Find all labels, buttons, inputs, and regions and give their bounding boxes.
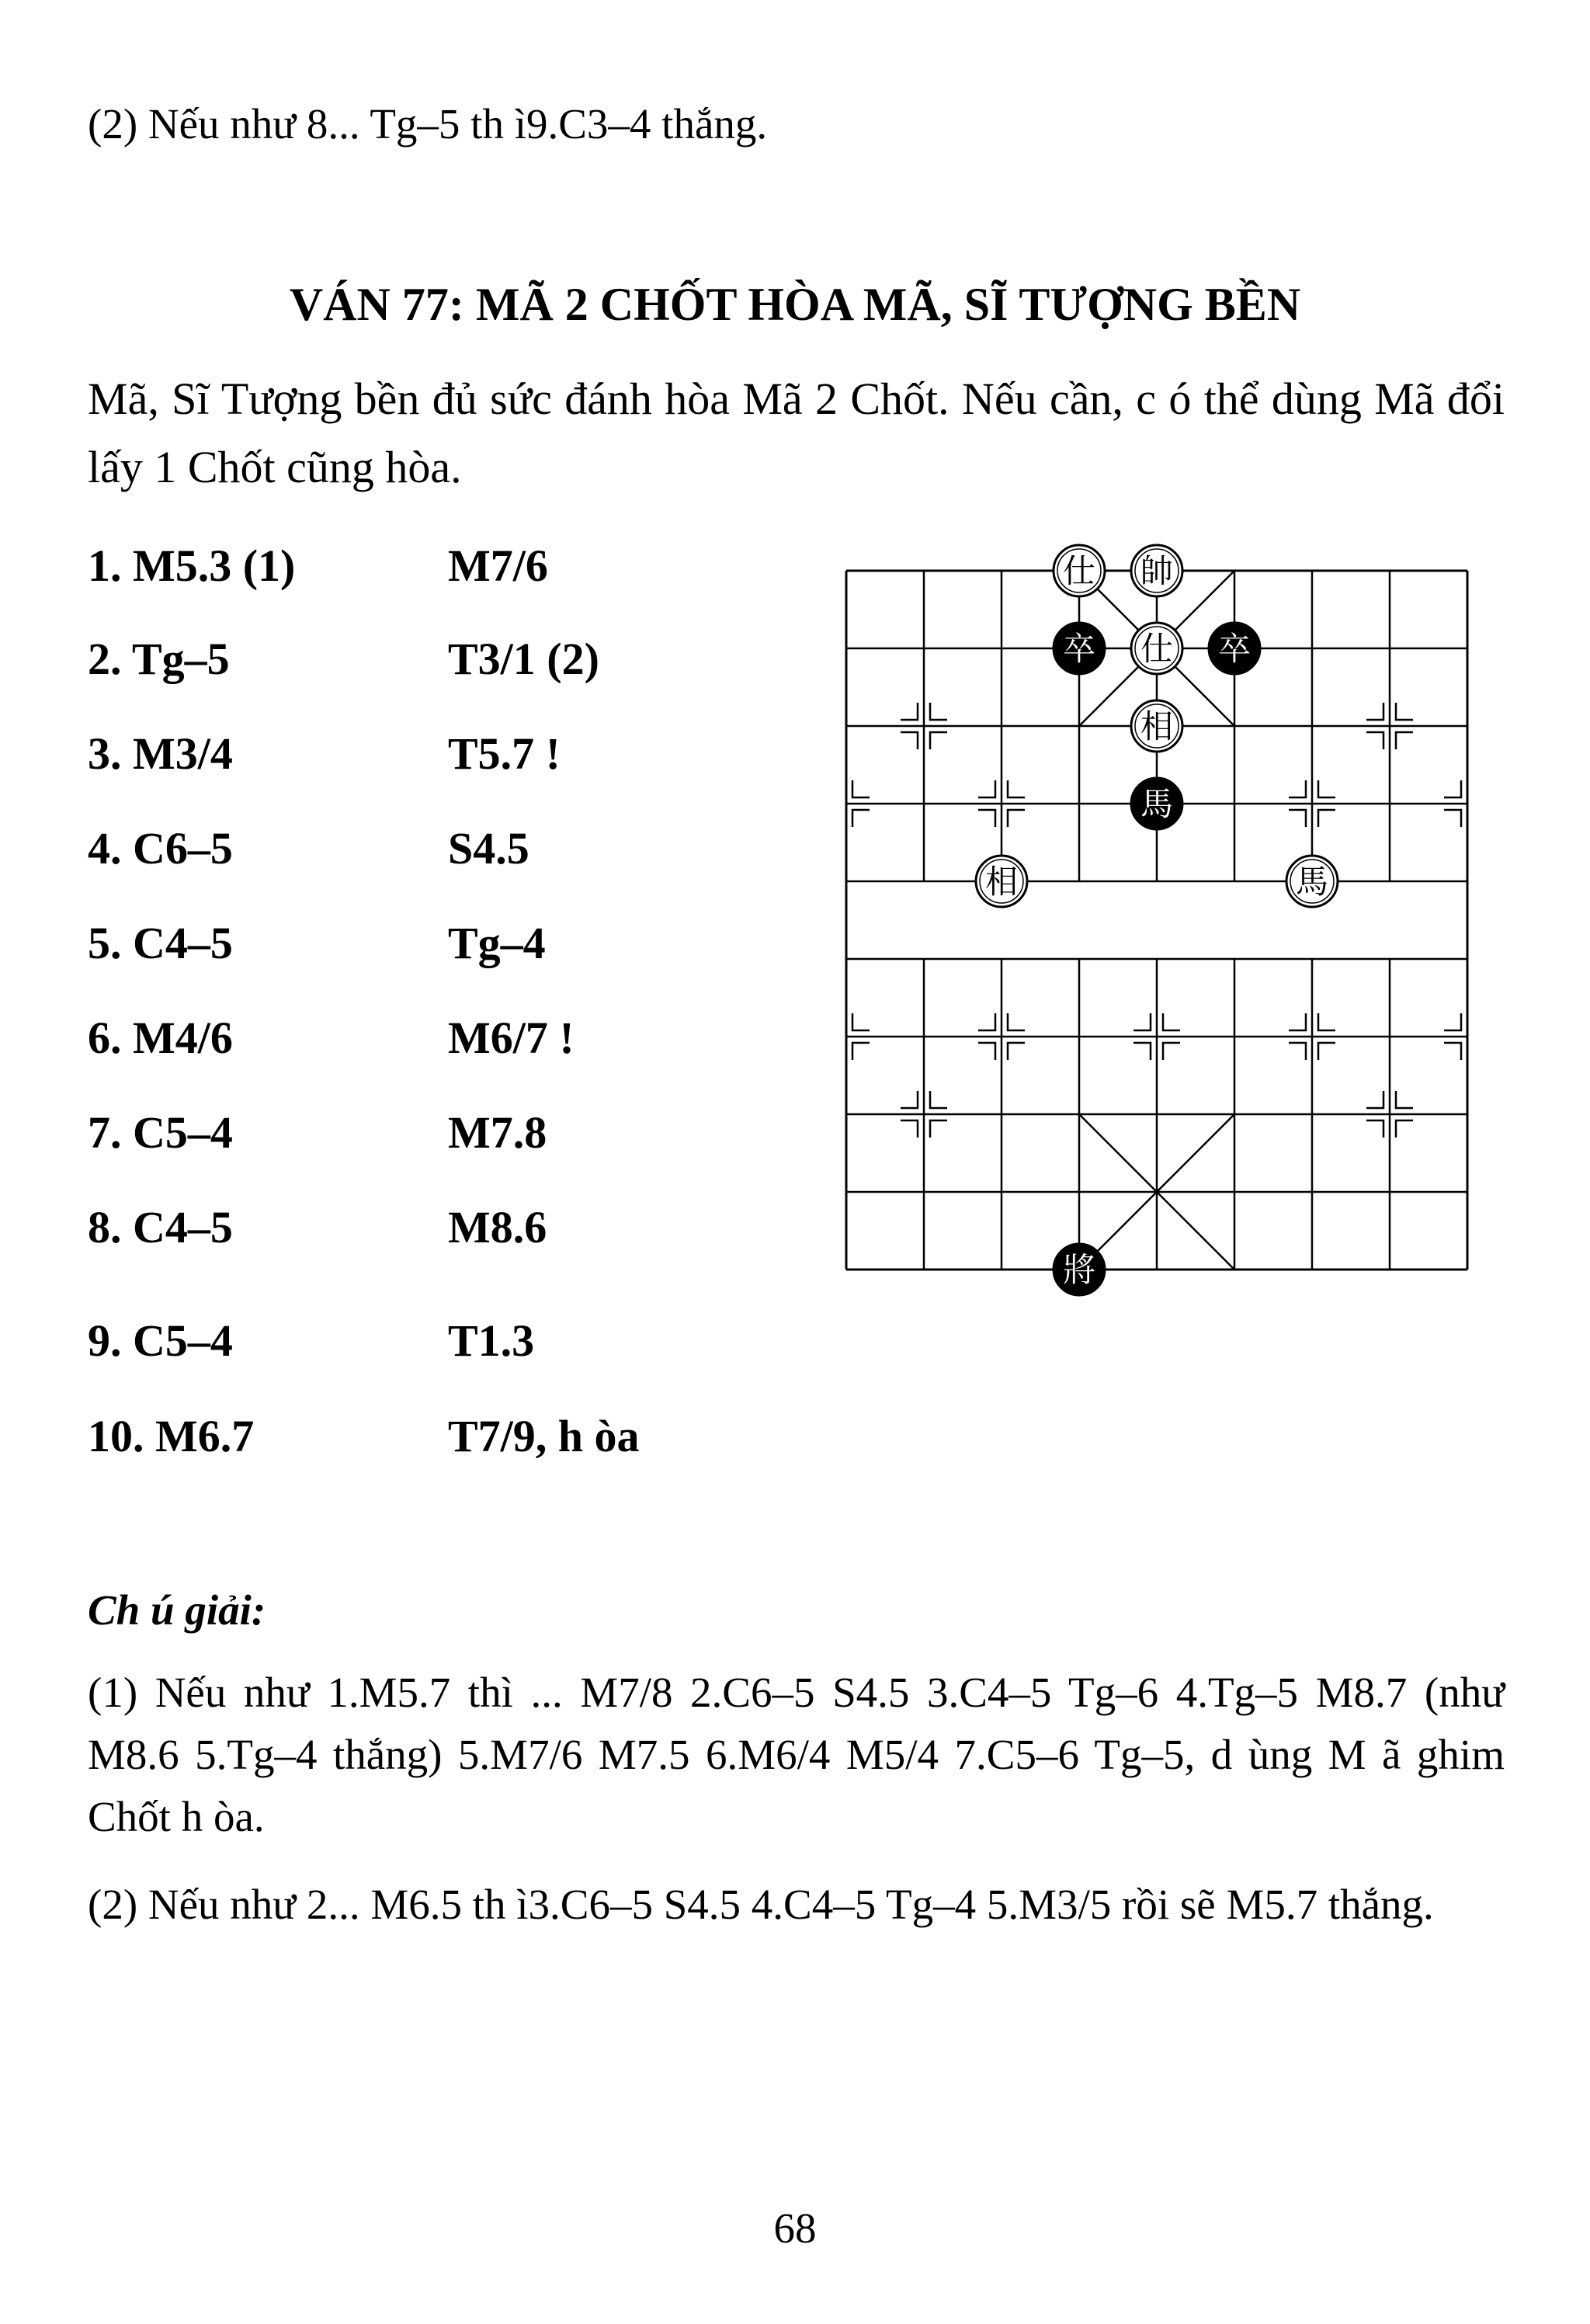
annotation-note: (2) Nếu như 2... M6.5 th ì3.C6–5 S4.5 4.C4–5 Tg–4 5.M3/5 rồi sẽ M5.7 thắng.: [88, 1881, 1434, 1928]
move-number: 8. C4–5: [88, 1202, 233, 1252]
position-marker: [1396, 1091, 1413, 1108]
piece-label: 帥: [1140, 552, 1174, 590]
black-piece: [1054, 1244, 1105, 1295]
move-number: 2. Tg–5: [88, 634, 230, 684]
move-number: 3. M3/4: [88, 728, 233, 779]
annotation-note: (1) Nếu như 1.M5.7 thì ... M7/8 2.C6–5 S4.5 3.C4–5 Tg–6 4.Tg–5 M8.7 (như M8.6 5.Tg–4 thắng) 5.M7/6 M7.5 6.M6/4 M5/4 7.C5–6 Tg–5, d ùng M ã ghim Chốt h òa.: [88, 1669, 1505, 1840]
intro-paragraph: Mã, Sĩ Tượng bền đủ sức đánh hòa Mã 2 Chốt. Nếu cần, c ó thể dùng Mã đổi lấy 1 Chốt cũng hòa.: [88, 373, 1505, 492]
position-marker: [930, 1091, 947, 1108]
position-marker: [1289, 1043, 1306, 1060]
page-number: 68: [773, 2204, 817, 2252]
position-marker: [930, 1120, 947, 1138]
move-reply: Tg–4: [448, 918, 546, 968]
position-marker: [1318, 780, 1335, 797]
move-number: 6. M4/6: [88, 1013, 233, 1063]
position-marker: [1444, 780, 1461, 797]
notes-heading: Ch ú giải:: [88, 1586, 266, 1634]
position-marker: [1366, 1091, 1383, 1108]
black-piece: [1131, 778, 1182, 829]
position-marker: [978, 810, 995, 827]
position-marker: [1366, 1120, 1383, 1138]
position-marker: [1396, 732, 1413, 749]
position-marker: [901, 1091, 918, 1108]
position-marker: [852, 780, 870, 797]
black-piece: [1054, 623, 1105, 674]
position-marker: [1008, 810, 1025, 827]
piece-label: 相: [984, 863, 1019, 901]
position-marker: [1289, 780, 1306, 797]
position-marker: [1318, 1043, 1335, 1060]
xiangqi-board-diagram: [792, 509, 1491, 1332]
move-reply: M8.6: [448, 1202, 547, 1252]
position-marker: [1008, 1013, 1025, 1030]
move-number: 4. C6–5: [88, 823, 233, 874]
position-marker: [1133, 1043, 1151, 1060]
red-piece: [976, 856, 1027, 907]
position-marker: [978, 780, 995, 797]
move-number: 10. M6.7: [88, 1411, 255, 1461]
position-marker: [1163, 1013, 1180, 1030]
position-marker: [930, 732, 947, 749]
position-marker: [978, 1043, 995, 1060]
piece-label: 馬: [1140, 785, 1174, 823]
position-marker: [1366, 732, 1383, 749]
black-piece: [1209, 623, 1260, 674]
move-reply: T5.7 !: [448, 728, 561, 779]
move-number: 7. C5–4: [88, 1107, 233, 1158]
position-marker: [1444, 1013, 1461, 1030]
red-piece: [1131, 545, 1182, 596]
piece-label: 相: [1140, 707, 1174, 745]
move-reply: M6/7 !: [448, 1013, 575, 1063]
position-marker: [1289, 810, 1306, 827]
position-marker: [1289, 1013, 1306, 1030]
red-piece: [1054, 545, 1105, 596]
position-marker: [978, 1013, 995, 1030]
move-number: 1. M5.3 (1): [88, 540, 296, 591]
position-marker: [1444, 810, 1461, 827]
position-marker: [930, 703, 947, 720]
game-title: VÁN 77: MÃ 2 CHỐT HÒA MÃ, SĨ TƯỢNG BỀN: [289, 279, 1301, 330]
move-reply: T3/1 (2): [448, 634, 599, 684]
position-marker: [1008, 1043, 1025, 1060]
position-marker: [1318, 1013, 1335, 1030]
position-marker: [852, 810, 870, 827]
piece-label: 卒: [1062, 630, 1096, 668]
position-marker: [1396, 703, 1413, 720]
position-marker: [1366, 703, 1383, 720]
position-marker: [1444, 1043, 1461, 1060]
piece-label: 將: [1062, 1251, 1096, 1289]
piece-label: 仕: [1140, 630, 1174, 668]
red-piece: [1131, 700, 1182, 752]
position-marker: [901, 732, 918, 749]
move-number: 5. C4–5: [88, 918, 233, 968]
move-reply: S4.5: [448, 823, 529, 874]
position-marker: [852, 1013, 870, 1030]
red-piece: [1286, 856, 1338, 907]
move-reply: T1.3: [448, 1315, 535, 1366]
red-piece: [1131, 623, 1182, 674]
move-reply: M7.8: [448, 1107, 547, 1158]
move-number: 9. C5–4: [88, 1315, 233, 1366]
piece-label: 仕: [1062, 552, 1096, 590]
move-reply: M7/6: [448, 540, 548, 591]
position-marker: [901, 1120, 918, 1138]
position-marker: [901, 703, 918, 720]
top-note: (2) Nếu như 8... Tg–5 th ì9.C3–4 thắng.: [88, 100, 768, 148]
position-marker: [1396, 1120, 1413, 1138]
position-marker: [1318, 810, 1335, 827]
position-marker: [1163, 1043, 1180, 1060]
position-marker: [1008, 780, 1025, 797]
move-reply: T7/9, h òa: [448, 1411, 640, 1461]
piece-label: 馬: [1295, 863, 1329, 901]
position-marker: [1133, 1013, 1151, 1030]
piece-label: 卒: [1217, 630, 1252, 668]
position-marker: [852, 1043, 870, 1060]
